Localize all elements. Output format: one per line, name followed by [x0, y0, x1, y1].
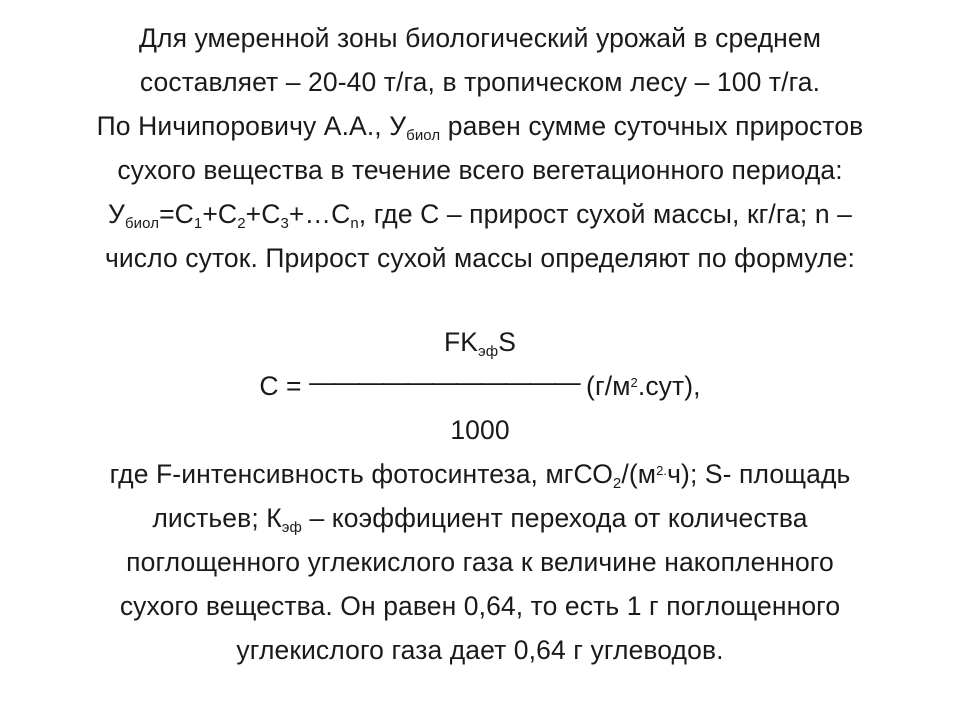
intro-line-3-end: равен сумме суточных приростов: [440, 111, 864, 141]
intro-line-3: [0, 104, 960, 148]
sum-term: =С: [159, 199, 194, 229]
fraction-bar: ———————————: [309, 367, 579, 397]
intro-line-6: число суток. Прирост сухой массы определяют по формуле:: [104, 243, 856, 273]
superscript-2: 2: [630, 375, 638, 390]
intro-line-3-start: По Ничипоровичу А.А., У: [96, 111, 407, 141]
explain-k-def: – коэффициент перехода от количества: [301, 503, 808, 533]
subscript-1: 1: [193, 215, 203, 232]
subscript-ef: эф: [478, 343, 499, 360]
subscript-ef: эф: [281, 519, 302, 536]
subscript-biol: биол: [406, 127, 441, 144]
explain-f-def: где F-интенсивность фотосинтеза, мгСО: [109, 459, 613, 489]
sum-formula-line: [0, 192, 960, 236]
superscript-2: 2.: [656, 463, 668, 478]
explain-units: /(м: [621, 459, 657, 489]
explain-line-3: поглощенного углекислого газа к величине накопленного: [126, 547, 834, 577]
formula-denominator: 1000: [450, 415, 510, 445]
subscript-biol: биол: [124, 215, 160, 232]
subscript-n: n: [350, 215, 359, 232]
explain-k-start: листьев; К: [152, 503, 282, 533]
formula-main-line: [0, 364, 960, 408]
sum-term: +…С: [288, 199, 351, 229]
subscript-2: 2: [612, 475, 622, 492]
subscript-2: 2: [237, 215, 246, 232]
intro-line-2: составляет – 20-40 т/га, в тропическом лесу – 100 т/га.: [139, 67, 821, 97]
numerator-fk: FK: [443, 327, 479, 357]
explain-line-4: сухого вещества. Он равен 0,64, то есть 1 г поглощенного: [119, 591, 841, 621]
formula-numerator: [0, 320, 960, 364]
intro-paragraph: [0, 16, 960, 280]
intro-line-1: Для умеренной зоны биологический урожай в среднем: [138, 23, 822, 53]
explain-line-5: углекислого газа дает 0,64 г углеводов.: [236, 635, 724, 665]
sum-term: +С: [202, 199, 238, 229]
intro-line-4: сухого вещества в течение всего вегетационного периода:: [117, 155, 843, 185]
subscript-3: 3: [280, 215, 289, 232]
formula-units: (г/м: [578, 371, 631, 401]
numerator-s: S: [498, 327, 517, 357]
sum-term: +С: [245, 199, 281, 229]
explain-s-def: ч); S- площадь: [667, 459, 851, 489]
explanation-paragraph: [0, 452, 960, 672]
formula-lhs: С =: [259, 371, 310, 401]
sum-lhs: У: [108, 199, 125, 229]
explain-line-2: [0, 496, 960, 540]
formula-units-end: .сут),: [637, 371, 701, 401]
sum-explanation: , где С – прирост сухой массы, кг/га; n –: [358, 199, 852, 229]
growth-formula: [0, 320, 960, 452]
explain-line-1: [0, 452, 960, 496]
